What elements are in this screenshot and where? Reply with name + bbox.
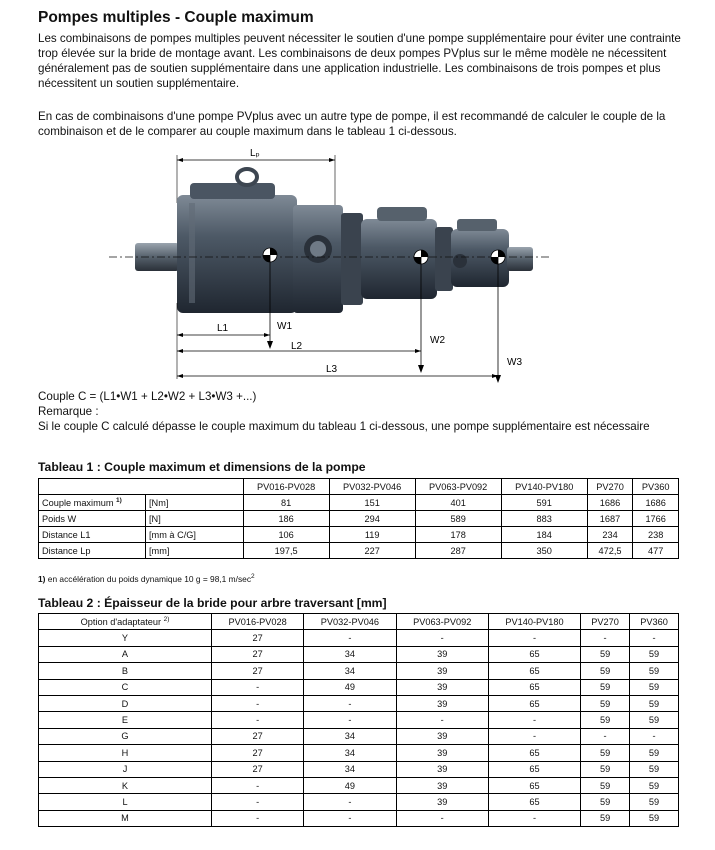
table1-cell: 1687 — [587, 511, 633, 527]
table2-cell: 59 — [581, 810, 630, 826]
table2-column-header: PV032-PV046 — [304, 614, 396, 630]
table2-cell: 34 — [304, 745, 396, 761]
table1-row — [39, 527, 679, 543]
table2-cell: - — [581, 630, 630, 646]
table2-cell: - — [304, 630, 396, 646]
table2-cell: - — [488, 712, 580, 728]
table2-row — [39, 745, 679, 761]
table2-cell: 27 — [212, 630, 304, 646]
table1-row-unit: [mm] — [146, 543, 244, 559]
table2-option-cell: H — [39, 745, 212, 761]
table2-cell: - — [212, 712, 304, 728]
table2-cell: 65 — [488, 794, 580, 810]
row-label-text: Distance L1 — [42, 529, 91, 540]
table1-cell: 81 — [243, 495, 329, 511]
table1-column-header: PV360 — [633, 479, 679, 495]
table2-row — [39, 646, 679, 662]
row-label-text: Distance Lp — [42, 545, 91, 556]
table2-cell: - — [304, 794, 396, 810]
table2-cell: 39 — [396, 695, 488, 711]
remark-label: Remarque : — [38, 405, 99, 418]
table1-cell: 184 — [501, 527, 587, 543]
max-torque-table — [38, 478, 679, 559]
table2-cell: 34 — [304, 761, 396, 777]
table2-cell: 65 — [488, 646, 580, 662]
table2-option-cell: D — [39, 695, 212, 711]
table2-cell: 65 — [488, 663, 580, 679]
table1-cell: 1686 — [633, 495, 679, 511]
table2-cell: - — [212, 679, 304, 695]
table2-cell: 27 — [212, 646, 304, 662]
table2-column-header: PV270 — [581, 614, 630, 630]
table2-row — [39, 712, 679, 728]
table2-cell: - — [630, 630, 679, 646]
l1-label: L1 — [217, 323, 229, 334]
row-label-text: Poids W — [42, 513, 77, 524]
table2-row — [39, 695, 679, 711]
table2-title: Tableau 2 : Épaisseur de la bride pour arbre traversant [mm] — [38, 596, 387, 610]
table2-cell: 27 — [212, 745, 304, 761]
table2-cell: 59 — [630, 712, 679, 728]
table2-option-cell: A — [39, 646, 212, 662]
table2-row — [39, 810, 679, 826]
table2-cell: 39 — [396, 794, 488, 810]
table2-row — [39, 663, 679, 679]
footnote-text: en accélération du poids dynamique 10 g = 98,1 m/sec — [45, 574, 252, 584]
table1-row-unit: [Nm] — [146, 495, 244, 511]
table2-option-cell: M — [39, 810, 212, 826]
footnote-mark: 1) — [38, 574, 46, 584]
table2-cell: 59 — [630, 794, 679, 810]
table2-row — [39, 728, 679, 744]
remark-text: Si le couple C calculé dépasse le couple maximum du tableau 1 ci-dessous, une pompe supplémentaire est nécessaire — [38, 420, 650, 433]
table1-cell: 591 — [501, 495, 587, 511]
row-label-text: Couple maximum — [42, 497, 114, 508]
table1-cell: 197,5 — [243, 543, 329, 559]
table1-cell: 350 — [501, 543, 587, 559]
torque-formula: Couple C = (L1•W1 + L2•W2 + L3•W3 +...) — [38, 390, 257, 403]
table1-row-label — [39, 495, 146, 511]
table2-option-header — [39, 614, 212, 630]
table1-cell: 294 — [329, 511, 415, 527]
table1-empty-header — [39, 479, 244, 495]
table1-cell: 106 — [243, 527, 329, 543]
table2-cell: 59 — [581, 745, 630, 761]
table1-row-label — [39, 527, 146, 543]
table2-cell: - — [212, 777, 304, 793]
table2-row — [39, 761, 679, 777]
table2-column-header: PV016-PV028 — [212, 614, 304, 630]
table2-cell: 34 — [304, 663, 396, 679]
table2-cell: - — [581, 728, 630, 744]
l2-label: L2 — [291, 341, 303, 352]
table2-cell: - — [488, 728, 580, 744]
page-title: Pompes multiples - Couple maximum — [38, 9, 314, 26]
table2-cell: 49 — [304, 679, 396, 695]
row-label-sup: 1) — [116, 496, 122, 504]
table2-cell: 59 — [630, 777, 679, 793]
intro-paragraph: Les combinaisons de pompes multiples peuvent nécessiter le soutien d'une pompe supplémentaire pour éviter une contrainte trop élevée sur la bride de montage avant. Les combinaisons de deux pompes PVplus sur le même modèle ne nécessitent généralement pas de soutien supplémentaire dans une application industrielle. Les combinaisons de trois pompes et plus nécessitent un soutien supplémentaire. — [38, 32, 681, 90]
table2-cell: 59 — [581, 679, 630, 695]
table2-cell: 59 — [630, 745, 679, 761]
table2-cell: - — [630, 728, 679, 744]
table1-cell: 119 — [329, 527, 415, 543]
table2-option-cell: K — [39, 777, 212, 793]
table1-row — [39, 511, 679, 527]
pump-combination-diagram — [105, 143, 555, 386]
table1-row — [39, 495, 679, 511]
table1-cell: 234 — [587, 527, 633, 543]
table2-option-cell: G — [39, 728, 212, 744]
table2-cell: - — [212, 810, 304, 826]
table2-cell: - — [396, 712, 488, 728]
table2-row — [39, 794, 679, 810]
table2-cell: - — [396, 810, 488, 826]
table2-cell: 59 — [630, 695, 679, 711]
table2-cell: - — [212, 794, 304, 810]
table2-cell: 59 — [581, 777, 630, 793]
table2-cell: 39 — [396, 679, 488, 695]
table2-cell: - — [304, 712, 396, 728]
table1-cell: 589 — [415, 511, 501, 527]
table2-cell: - — [212, 695, 304, 711]
table1-cell: 186 — [243, 511, 329, 527]
table1-cell: 238 — [633, 527, 679, 543]
table1-row-unit: [mm à C/G] — [146, 527, 244, 543]
w2-label: W2 — [430, 335, 445, 346]
lp-label: Lₚ — [250, 148, 260, 159]
table2-column-header: PV063-PV092 — [396, 614, 488, 630]
table1-column-header: PV063-PV092 — [415, 479, 501, 495]
table2-cell: 59 — [630, 761, 679, 777]
table2-cell: 27 — [212, 728, 304, 744]
table1-header-row — [39, 479, 679, 495]
table2-row — [39, 679, 679, 695]
table2-option-cell: C — [39, 679, 212, 695]
table2-cell: 39 — [396, 761, 488, 777]
table1-footnote — [38, 574, 255, 584]
table2-cell: 39 — [396, 646, 488, 662]
table2-cell: - — [304, 695, 396, 711]
table2-cell: 49 — [304, 777, 396, 793]
table2-cell: 59 — [581, 794, 630, 810]
table2-cell: 59 — [630, 646, 679, 662]
table2-option-cell: J — [39, 761, 212, 777]
table2-cell: 65 — [488, 777, 580, 793]
table1-cell: 1766 — [633, 511, 679, 527]
table1-cell: 1686 — [587, 495, 633, 511]
table2-cell: 65 — [488, 695, 580, 711]
table2-cell: 59 — [581, 761, 630, 777]
table2-option-cell: L — [39, 794, 212, 810]
table2-header-row — [39, 614, 679, 630]
table2-row — [39, 630, 679, 646]
option-header-text: Option d'adaptateur — [80, 616, 162, 627]
table1-cell: 401 — [415, 495, 501, 511]
table1-row — [39, 543, 679, 559]
w1-label: W1 — [277, 321, 292, 332]
table2-cell: 34 — [304, 646, 396, 662]
table1-column-header: PV270 — [587, 479, 633, 495]
w3-label: W3 — [507, 357, 522, 368]
table1-row-label — [39, 543, 146, 559]
table2-cell: 39 — [396, 745, 488, 761]
table2-cell: 39 — [396, 663, 488, 679]
table2-cell: 59 — [630, 679, 679, 695]
table1-cell: 472,5 — [587, 543, 633, 559]
table2-cell: 59 — [581, 646, 630, 662]
table2-column-header: PV140-PV180 — [488, 614, 580, 630]
table2-cell: 34 — [304, 728, 396, 744]
table1-row-unit: [N] — [146, 511, 244, 527]
table1-column-header: PV016-PV028 — [243, 479, 329, 495]
table2-cell: - — [304, 810, 396, 826]
table2-cell: 59 — [630, 810, 679, 826]
table2-cell: - — [488, 630, 580, 646]
table2-cell: 59 — [581, 663, 630, 679]
table2-cell: - — [488, 810, 580, 826]
table1-cell: 151 — [329, 495, 415, 511]
table2-option-cell: Y — [39, 630, 212, 646]
flange-thickness-table — [38, 613, 679, 827]
table2-option-cell: E — [39, 712, 212, 728]
combination-paragraph: En cas de combinaisons d'une pompe PVplus avec un autre type de pompe, il est recommandé de calculer le couple de la combinaison et de le comparer au couple maximum dans le tableau 1 ci-dessous. — [38, 110, 666, 138]
table1-cell: 178 — [415, 527, 501, 543]
table2-cell: 39 — [396, 728, 488, 744]
table1-column-header: PV140-PV180 — [501, 479, 587, 495]
l3-label: L3 — [326, 364, 338, 375]
table1-cell: 227 — [329, 543, 415, 559]
formula-block — [38, 389, 688, 434]
footnote-exponent: 2 — [251, 573, 255, 581]
table1-title: Tableau 1 : Couple maximum et dimensions de la pompe — [38, 460, 366, 474]
table2-row — [39, 777, 679, 793]
table2-cell: 59 — [581, 695, 630, 711]
table2-cell: 65 — [488, 679, 580, 695]
table2-cell: 59 — [581, 712, 630, 728]
table2-cell: 65 — [488, 745, 580, 761]
table2-cell: 65 — [488, 761, 580, 777]
table1-column-header: PV032-PV046 — [329, 479, 415, 495]
lifting-eye — [237, 169, 257, 185]
table1-cell: 287 — [415, 543, 501, 559]
option-header-sup: 2) — [163, 615, 170, 623]
table1-cell: 883 — [501, 511, 587, 527]
table2-option-cell: B — [39, 663, 212, 679]
table2-cell: 59 — [630, 663, 679, 679]
table2-cell: 39 — [396, 777, 488, 793]
table2-cell: 27 — [212, 761, 304, 777]
table2-cell: - — [396, 630, 488, 646]
table2-column-header: PV360 — [630, 614, 679, 630]
table1-row-label — [39, 511, 146, 527]
table2-cell: 27 — [212, 663, 304, 679]
table1-cell: 477 — [633, 543, 679, 559]
